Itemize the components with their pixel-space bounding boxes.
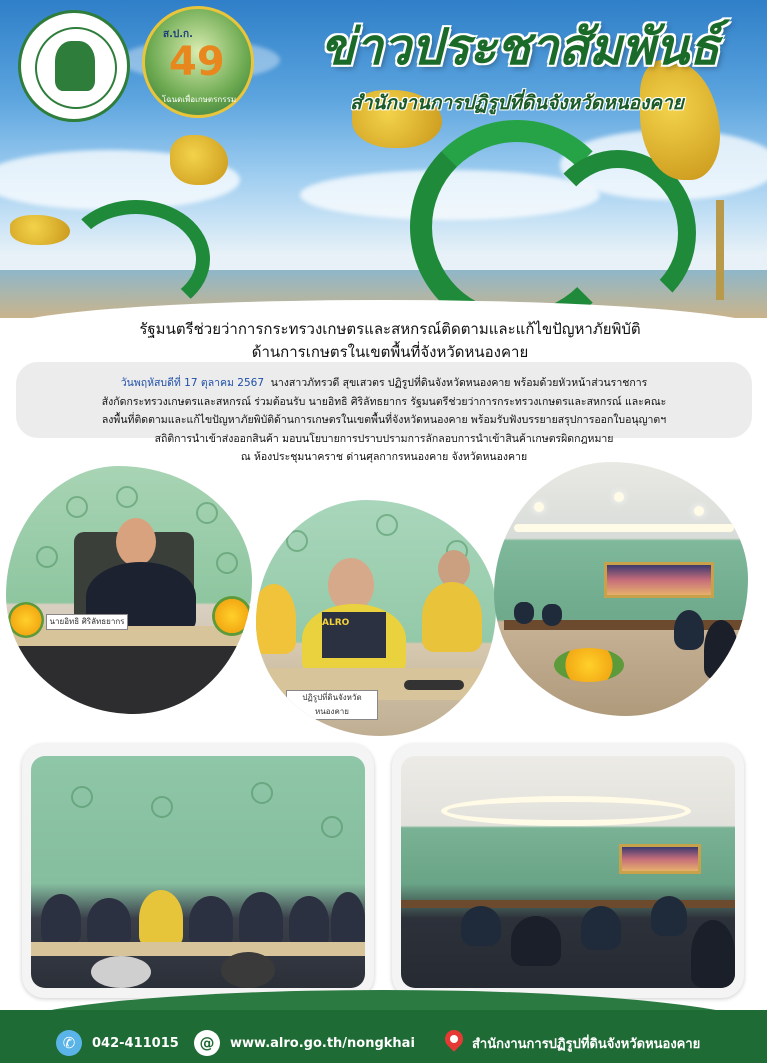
table-front	[6, 646, 252, 714]
footer-phone[interactable]	[56, 1030, 179, 1056]
wall-pattern	[151, 796, 173, 818]
nameplate: ปฏิรูปที่ดินจังหวัดหนองคาย	[286, 690, 378, 720]
ceiling-cove-light	[441, 796, 691, 826]
person-head	[116, 518, 156, 566]
microphone-base	[404, 680, 464, 690]
foreground-head	[221, 952, 275, 988]
attendee	[41, 894, 81, 946]
map-pin-icon	[444, 1030, 464, 1056]
naga-crest	[170, 135, 228, 185]
flower-arrangement	[554, 648, 624, 682]
flower-arrangement	[8, 602, 44, 638]
summary-line	[30, 374, 738, 393]
person-side	[256, 584, 296, 654]
news-headline	[60, 318, 720, 364]
attendee	[289, 896, 329, 948]
header-banner	[0, 0, 767, 318]
page-title: ข่าวประชาสัมพันธ์	[320, 17, 720, 76]
presentation-screen	[619, 844, 701, 874]
wall-pattern	[251, 782, 273, 804]
phone-icon: ✆	[56, 1030, 82, 1056]
attendee	[189, 896, 233, 948]
attendee	[542, 604, 562, 626]
website-url: www.alro.go.th/nongkhai	[230, 1035, 415, 1051]
photo-minister-speaking	[6, 466, 252, 714]
office-name: สำนักงานการปฏิรูปที่ดินจังหวัดหนองคาย	[472, 1036, 701, 1052]
attendee	[514, 602, 534, 624]
phone-number: 042-411015	[92, 1035, 179, 1051]
summary-line: ลงพื้นที่ติดตามและแก้ไขปัญหาภัยพิบัติด้านการเกษตรในเขตพื้นที่จังหวัดหนองคาย พร้อมรับฟังบรรยายสรุปการออกใบอนุญาตฯ	[101, 414, 667, 426]
person-yellow-shirt	[422, 582, 482, 652]
photo-provincial-officer	[256, 500, 496, 736]
naga-statue-small	[62, 200, 210, 318]
attendee	[674, 610, 704, 650]
attendee	[704, 620, 738, 680]
wall-pattern	[216, 552, 238, 574]
wall-pattern	[71, 786, 93, 808]
anniversary-49-logo	[142, 6, 254, 118]
headline-line: ด้านการเกษตรในเขตพื้นที่จังหวัดหนองคาย	[251, 343, 529, 361]
summary-text: นางสาวภัทรวดี สุขเสวตร ปฏิรูปที่ดินจังหวัดหนองคาย พร้อมด้วยหัวหน้าส่วนราชการ	[270, 377, 648, 389]
summary-line: สถิติการนำเข้าส่งออกสินค้า มอบนโยบายการปราบปรามการลักลอบการนำเข้าสินค้าเกษตรผิดกฎหมาย	[154, 432, 614, 445]
flower-arrangement	[212, 596, 252, 636]
foreground-head	[91, 956, 151, 988]
summary-line: สังกัดกระทรวงเกษตรและสหกรณ์ ร่วมต้อนรับ นายอิทธิ ศิริลัทธยากร รัฐมนตรีช่วยว่าการกระทรวงเกษตรและสหกรณ์ และคณะ	[101, 395, 667, 408]
wall-pattern	[286, 530, 308, 552]
wall-pattern	[36, 546, 58, 568]
naga-head-small	[10, 215, 70, 245]
photo-meeting-overview	[401, 756, 735, 988]
ceiling-light	[534, 502, 544, 512]
event-date: วันพฤหัสบดีที่ 17 ตุลาคม 2567	[120, 377, 265, 389]
page-subtitle: สำนักงานการปฏิรูปที่ดินจังหวัดหนองคาย	[350, 92, 684, 114]
footer-website[interactable]	[194, 1030, 415, 1056]
lamp-post	[716, 200, 724, 300]
wall-pattern	[196, 502, 218, 524]
news-summary	[16, 362, 752, 463]
summary-line: ณ ห้องประชุมนาคราช ด่านศุลกากรหนองคาย จังหวัดหนองคาย	[240, 451, 528, 463]
attendee	[511, 916, 561, 966]
wall-pattern	[66, 496, 88, 518]
presentation-screen	[604, 562, 714, 598]
logo-number: 49	[169, 39, 225, 85]
alro-badge: ALRO	[322, 618, 350, 628]
footer-location[interactable]	[444, 1030, 700, 1056]
attendee	[461, 906, 501, 946]
attendee	[691, 920, 735, 988]
attendee	[87, 898, 131, 948]
wall-pattern	[321, 816, 343, 838]
ceiling-light	[694, 506, 704, 516]
ceiling-light	[614, 492, 624, 502]
attendee	[581, 906, 621, 950]
photo-officials-seated	[31, 756, 365, 988]
headline-line: รัฐมนตรีช่วยว่าการกระทรวงเกษตรและสหกรณ์ติดตามและแก้ไขปัญหาภัยพิบัติ	[139, 320, 641, 338]
attendee	[139, 890, 183, 948]
logo-sub-text: โฉนดเพื่อเกษตรกรรม	[161, 95, 237, 104]
conference-table	[31, 942, 365, 956]
attendee	[651, 896, 687, 936]
logo-top-text: ส.ป.ก.	[163, 29, 193, 40]
attendee	[239, 892, 283, 948]
attendee	[331, 892, 365, 948]
wall-pattern	[376, 514, 398, 536]
photo-meeting-room-wide	[494, 462, 748, 716]
alro-seal-logo	[18, 10, 130, 122]
alro-seal-icon	[55, 41, 95, 91]
at-sign-icon: @	[194, 1030, 220, 1056]
conference-table	[6, 626, 252, 646]
nameplate: นายอิทธิ ศิริลัทธยากร	[46, 614, 128, 630]
ceiling-cove-light	[514, 524, 734, 532]
wall-pattern	[116, 486, 138, 508]
